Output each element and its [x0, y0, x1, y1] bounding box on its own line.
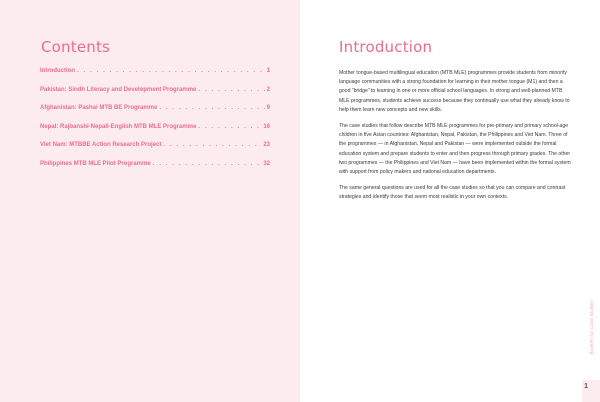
toc-leader-dots — [153, 161, 262, 167]
toc-item-page: 32 — [263, 160, 270, 167]
introduction-body — [339, 69, 571, 210]
toc-item-page: 1 — [266, 68, 270, 74]
introduction-paragraph: The same general questions are used for all the case studies so that you can compare and contrast strategies and identify those that seem most realistic in your own contexts. — [339, 185, 566, 201]
toc-item-title: Introduction — [40, 68, 75, 74]
booklet-side-tab: Booklet for Case Studies — [589, 300, 594, 355]
toc-leader-dots — [198, 124, 261, 130]
toc-leader-dots — [77, 68, 265, 74]
introduction-heading: Introduction — [339, 38, 433, 56]
toc-item-page: 2 — [266, 86, 270, 93]
toc-item-title: Afghanistan: Pashai MTB BE Programme — [40, 105, 158, 112]
introduction-paragraph: The case studies that follow describe MTB MLE programmes for pre-primary and primary school-age children in five Asian countries: Afghanistan, Nepal, Pakistan, the Philippines and Viet Nam. Three of the programmes — in Afghanistan, Nepal and Pakistan — were implemented outside the formal education system and prepare students to enter and then progress through primary grades. The other two programmes — the Philippines and Viet Nam — have been implemented within the formal system with support from policy makers and national education departments. — [339, 123, 571, 176]
toc-item-title: Philippines MTB MLE Pilot Programme — [40, 160, 151, 167]
introduction-paragraph: Mother tongue-based multilingual education (MTB MLE) programmes provide students from minority language communities with a strong foundation for learning in their mother tongue (M1) and then a good “bridge” to learning in one or more official school languages. In strong and well-planned MTB MLE programmes, students achieve success because they continually use what they already know to help them learn new concepts and new skills. — [339, 70, 570, 113]
toc-item[interactable] — [40, 87, 270, 106]
toc-item-page: 16 — [263, 123, 270, 130]
toc-item-page: 9 — [266, 105, 270, 112]
contents-heading: Contents — [41, 38, 111, 56]
table-of-contents — [40, 68, 270, 180]
toc-item[interactable] — [40, 124, 270, 143]
toc-item[interactable] — [40, 68, 270, 87]
page-number: 1 — [584, 383, 588, 390]
introduction-page — [300, 0, 600, 402]
toc-leader-dots — [198, 87, 264, 93]
toc-leader-dots — [159, 105, 264, 111]
toc-item-title: Pakistan: Sindh Literacy and Development Programme — [40, 86, 197, 93]
toc-item[interactable] — [40, 105, 270, 124]
toc-leader-dots — [163, 142, 261, 148]
toc-item[interactable] — [40, 161, 270, 180]
toc-item-title: Nepal: Rajbanshi-Nepali-English MTB MLE Programme — [40, 123, 197, 130]
toc-item[interactable] — [40, 142, 270, 161]
toc-item-page: 23 — [263, 142, 270, 149]
toc-item-title: Viet Nam: MTBBE Action Research Project — [40, 142, 162, 149]
